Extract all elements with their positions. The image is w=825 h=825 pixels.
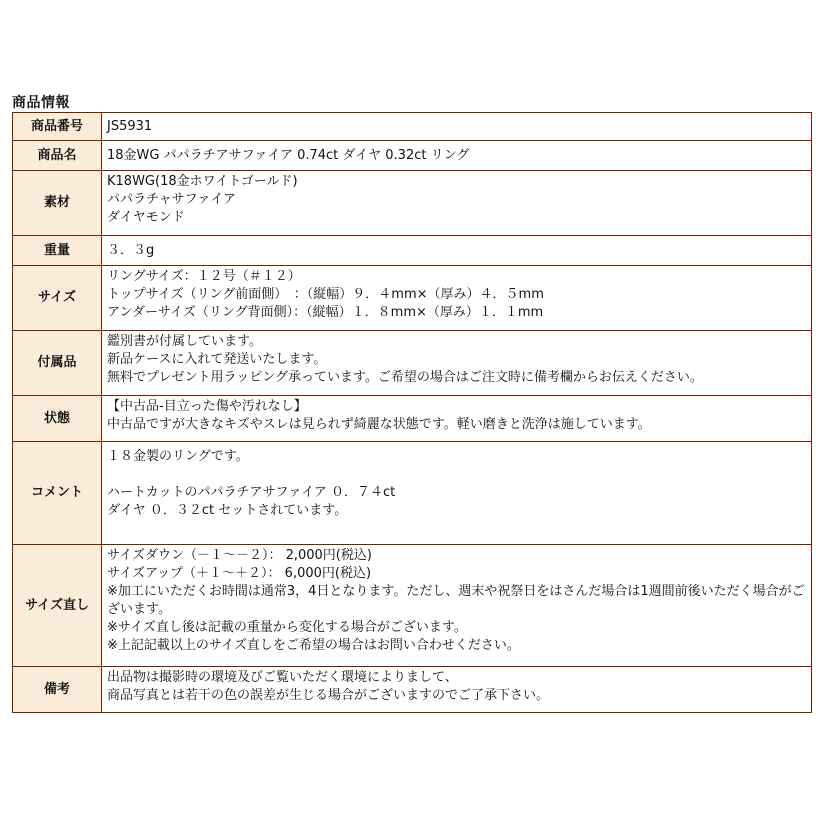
- comment-line: ダイヤ ０．３２ct セットされています。: [107, 503, 348, 518]
- label-product-name: 商品名: [13, 141, 102, 171]
- material-line: パパラチャサファイア: [107, 192, 236, 207]
- accessories-line: 新品ケースに入れて発送いたします。: [107, 352, 327, 367]
- row-weight: [13, 236, 812, 266]
- label-condition: 状態: [13, 396, 102, 442]
- label-resize: サイズ直し: [13, 545, 102, 667]
- row-material: [13, 171, 812, 236]
- material-line: K18WG(18金ホワイトゴールド): [107, 174, 298, 189]
- row-remarks: [13, 667, 812, 713]
- product-number-value: JS5931: [107, 118, 153, 134]
- label-comment: コメント: [13, 442, 102, 545]
- row-product-name: [13, 141, 812, 171]
- section-title: 商品情報: [12, 95, 70, 111]
- material-line: ダイヤモンド: [107, 210, 185, 225]
- remarks-line: 出品物は撮影時の環境及びご覧いただく環境によりまして、: [107, 670, 458, 685]
- accessories-line: 無料でプレゼント用ラッピング承っています。ご希望の場合はご注文時に備考欄からお伝えください。: [107, 370, 703, 385]
- condition-line: 【中古品-目立った傷や汚れなし】: [107, 399, 307, 414]
- comment-spacer: [107, 466, 805, 484]
- row-resize: [13, 545, 812, 667]
- product-name-value: 18金WG パパラチアサファイア 0.74ct ダイヤ 0.32ct リング: [107, 147, 470, 163]
- resize-line: ※サイズ直し後は記載の重量から変化する場合がございます。: [107, 620, 467, 635]
- label-material: 素材: [13, 171, 102, 236]
- row-product-number: [13, 113, 812, 141]
- resize-line: サイズダウン（－１～－２）： 2,000円(税込): [107, 548, 372, 563]
- size-line: トップサイズ（リング前面側） ：（縦幅）９．４mm×（厚み）４．５mm: [107, 287, 544, 302]
- row-condition: [13, 396, 812, 442]
- resize-line: ※加工にいただくお時間は通常3，4日となります。ただし、週末や祝祭日をはさんだ場合は1週間前後いただく場合がございます。: [107, 584, 805, 617]
- label-weight: 重量: [13, 236, 102, 266]
- comment-line: ハートカットのパパラチアサファイア ０．７４ct: [107, 485, 396, 500]
- comment-line: １８金製のリングです。: [107, 449, 249, 464]
- accessories-line: 鑑別書が付属しています。: [107, 334, 262, 349]
- remarks-line: 商品写真とは若干の色の誤差が生じる場合がございますのでご了承下さい。: [107, 688, 550, 703]
- size-line: アンダーサイズ（リング背面側）：（縦幅）１．８mm×（厚み）１．１mm: [107, 305, 544, 320]
- row-size: [13, 266, 812, 331]
- condition-line: 中古品ですが大きなキズやスレは見られず綺麗な状態です。軽い磨きと洗浄は施しています。: [107, 417, 651, 432]
- resize-line: サイズアップ（＋１～＋２）： 6,000円(税込): [107, 566, 372, 581]
- size-line: リングサイズ：１２号（＃１２）: [107, 269, 301, 284]
- label-size: サイズ: [13, 266, 102, 331]
- label-remarks: 備考: [13, 667, 102, 713]
- label-product-number: 商品番号: [13, 113, 102, 141]
- product-info-table: [12, 112, 812, 713]
- label-accessories: 付属品: [13, 331, 102, 396]
- weight-value: ３．３g: [107, 242, 155, 258]
- row-accessories: [13, 331, 812, 396]
- resize-line: ※上記記載以上のサイズ直しをご希望の場合はお問い合わせください。: [107, 638, 520, 653]
- row-comment: [13, 442, 812, 545]
